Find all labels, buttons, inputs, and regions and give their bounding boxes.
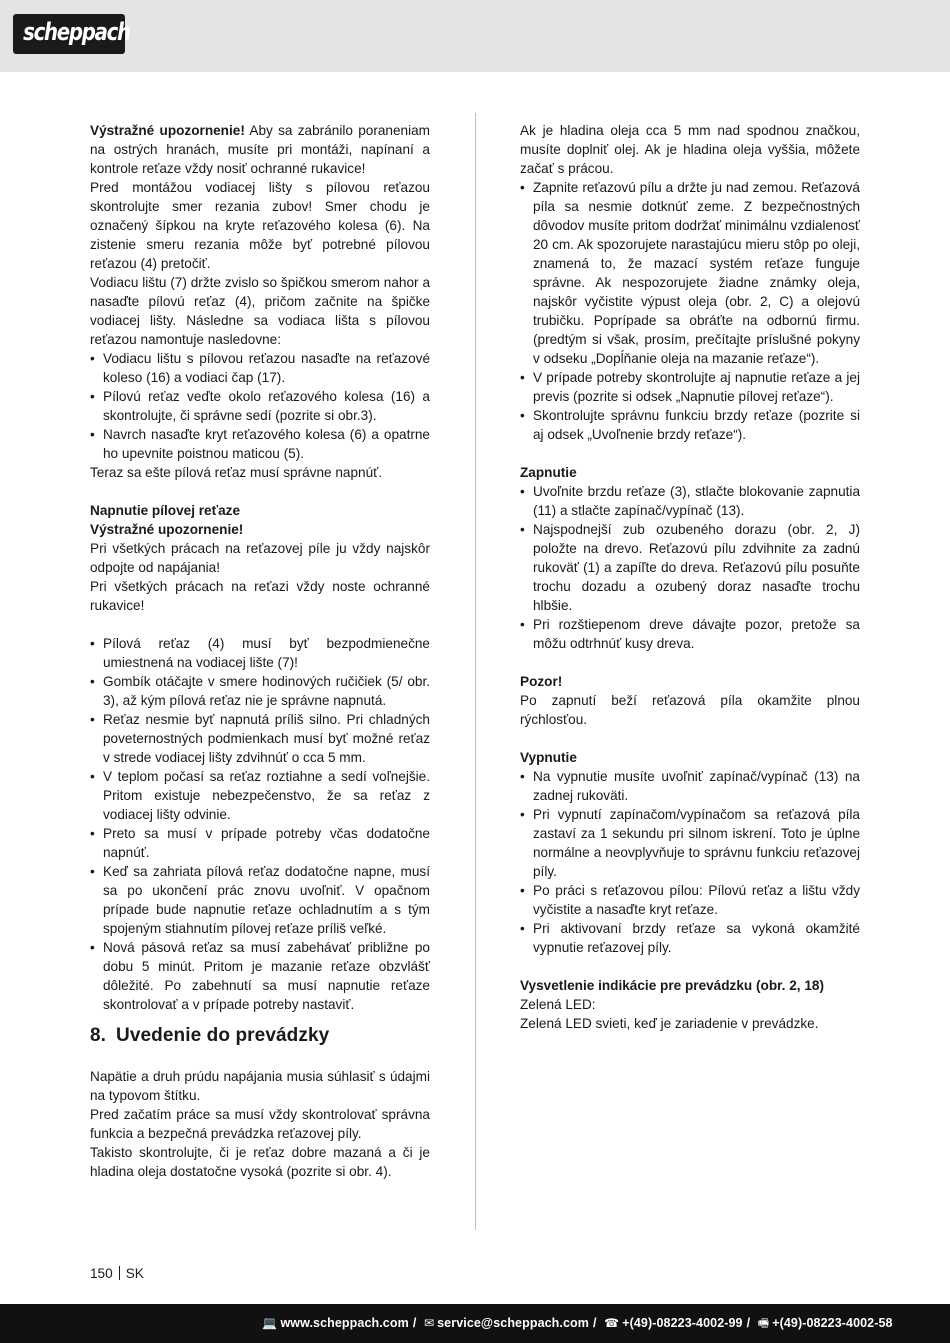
bullet-list bbox=[520, 767, 860, 957]
footer-fax: +(49)-08223-4002-58 bbox=[772, 1316, 893, 1330]
list-item: • Uvoľnite brzdu reťaze (3), stlačte blokovanie zapnutia (11) a stlačte zapínač/vypínač (13). bbox=[520, 482, 860, 520]
page-info bbox=[90, 1266, 144, 1282]
chapter-title: Uvedenie do prevádzky bbox=[116, 1025, 330, 1046]
column-divider bbox=[475, 113, 476, 1230]
page-number: 150 bbox=[90, 1266, 113, 1281]
list-item: • Preto sa musí v prípade potreby včas dodatočne napnúť. bbox=[90, 824, 430, 862]
list-item: • Najspodnejší zub ozubeného dorazu (obr. 2, J) položte na drevo. Reťazovú pílu zdvihnite za zadnú rukoväť (1) a zapíľte do dreva. Reťazovú pílu posuňte trochu dozadu a ozubený doraz nasaďte trochu hlbšie. bbox=[520, 520, 860, 615]
mail-icon: ✉ bbox=[423, 1316, 435, 1330]
list-item: • Pri vypnutí zapínačom/vypínačom sa reťazová píla zastaví za 1 sekundu pri silnom iskrení. Toto je úplne normálne a neovplyvňuje to správnu funkciu reťazovej píly. bbox=[520, 805, 860, 881]
list-item: • Pri rozštiepenom dreve dávajte pozor, pretože sa môžu odtrhnúť kusy dreva. bbox=[520, 615, 860, 653]
paragraph: Pri všetkých prácach na reťazovej píle ju vždy najskôr odpojte od napájania! bbox=[90, 541, 430, 575]
warning-label: Výstražné upozornenie! bbox=[90, 123, 245, 138]
paragraph: Po zapnutí beží reťazová píla okamžite plnou rýchlosťou. bbox=[520, 693, 860, 727]
paragraph: Teraz sa ešte pílová reťaz musí správne napnúť. bbox=[90, 465, 383, 480]
list-item: • Gombík otáčajte v smere hodinových ručičiek (5/ obr. 3), až kým pílová reťaz nie je správne napnutá. bbox=[90, 672, 430, 710]
logo-text: scheppach bbox=[23, 18, 130, 46]
right-column bbox=[520, 121, 860, 1033]
section-title: Zapnutie bbox=[520, 465, 577, 480]
chapter-number: 8. bbox=[90, 1025, 107, 1046]
footer-mail[interactable]: service@scheppach.com bbox=[437, 1316, 589, 1330]
list-item: • Keď sa zahriata pílová reťaz dodatočne napne, musí sa po ukončení prác znovu uvoľniť. V opačnom prípade bude napnutie reťaze ochladnutím a s tým spojeným stiahnutím pílovej reťaze príliš veľké. bbox=[90, 862, 430, 938]
page-language: SK bbox=[125, 1266, 144, 1281]
phone-icon: ☎ bbox=[604, 1316, 620, 1330]
list-item: • Na vypnutie musíte uvoľniť zapínač/vypínač (13) na zadnej rukoväti. bbox=[520, 767, 860, 805]
list-item: • Pílovú reťaz veďte okolo reťazového kolesa (16) a skontrolujte, či správne sedí (pozrite si obr.3). bbox=[90, 387, 430, 425]
paragraph: Zelená LED svieti, keď je zariadenie v prevádzke. bbox=[520, 1016, 819, 1031]
paragraph: Zelená LED: bbox=[520, 997, 596, 1012]
warning-text: Aby sa zabránilo poraneniam na ostrých hranách, musíte pri montáži, napínaní a kontrole reťaze vždy nosiť ochranné rukavice! bbox=[90, 123, 430, 176]
scheppach-logo bbox=[13, 14, 130, 54]
section-warning: Výstražné upozornenie! bbox=[90, 522, 244, 537]
chapter-heading bbox=[90, 1024, 430, 1048]
left-column bbox=[90, 121, 430, 1181]
paragraph: Vodiacu lištu (7) držte zvislo so špičkou smerom nahor a nasaďte pílovú reťaz (4), pričom začnite na špičke vodiacej lišty. Následne sa vodiaca lišta s pílovou reťazou namontuje nasledovne: bbox=[90, 275, 430, 347]
list-item: • Po práci s reťazovou pílou: Pílovú reťaz a lištu vždy vyčistite a nasaďte kryt reťaze. bbox=[520, 881, 860, 919]
paragraph: Pri všetkých prácach na reťazi vždy noste ochranné rukavice! bbox=[90, 579, 430, 613]
list-item: • Pri aktivovaní brzdy reťaze sa vykoná okamžité vypnutie reťazovej píly. bbox=[520, 919, 860, 957]
fax-icon: 🖷 bbox=[757, 1316, 770, 1330]
section-title: Pozor! bbox=[520, 674, 563, 689]
section-title: Napnutie pílovej reťaze bbox=[90, 503, 241, 518]
bullet-list bbox=[520, 482, 860, 653]
section-title: Vypnutie bbox=[520, 750, 577, 765]
list-item: • Navrch nasaďte kryt reťazového kolesa (6) a opatrne ho upevnite poistnou maticou (5). bbox=[90, 425, 430, 463]
list-item: • V teplom počasí sa reťaz roztiahne a sedí voľnejšie. Pritom existuje nebezpečenstvo, že sa reťaz z vodiacej lišty odvinie. bbox=[90, 767, 430, 824]
header-bar bbox=[0, 0, 950, 72]
list-item: • Vodiacu lištu s pílovou reťazou nasaďte na reťazové koleso (16) a vodiaci čap (17). bbox=[90, 349, 430, 387]
footer-phone: +(49)-08223-4002-99 bbox=[622, 1316, 743, 1330]
computer-icon: 💻 bbox=[262, 1316, 278, 1330]
list-item: • Nová pásová reťaz sa musí zabehávať približne po dobu 5 minút. Pritom je mazanie reťaze obzvlášť dôležité. Po zabehnutí sa musí napnutie reťaze skontrolovať a v prípade potreby nastaviť. bbox=[90, 938, 430, 1014]
paragraph: Napätie a druh prúdu napájania musia súhlasiť s údajmi na typovom štítku. bbox=[90, 1069, 430, 1103]
paragraph: Pred začatím práce sa musí vždy skontrolovať správna funkcia a bezpečná prevádzka reťazovej píly. bbox=[90, 1107, 430, 1141]
paragraph: Ak je hladina oleja cca 5 mm nad spodnou značkou, musíte doplniť olej. Ak je hladina oleja vyššia, môžete začať s prácou. bbox=[520, 123, 860, 176]
list-item: • Zapnite reťazovú pílu a držte ju nad zemou. Reťazová píla sa nesmie dotknúť zeme. Z bezpečnostných dôvodov musíte pritom dodržať minimálnu vzdialenosť 20 cm. Ak spozorujete narastajúcu mieru stôp po oleji, znamená to, že mazací systém reťaze funguje správne. Ak nespozorujete žiadne známky oleja, najskôr vyčistite výpust oleja (obr. 2, C) a olejovú trubičku. Poprípade sa obráťte na odbornú firmu. (predtým si však, prosím, prečítajte príslušné pokyny v odseku „Dopĺňanie oleja na mazanie reťaze“). bbox=[520, 178, 860, 368]
warning-paragraph bbox=[90, 121, 430, 178]
footer-bar: 💻 www.scheppach.com / ✉ service@scheppach.com / ☎ +(49)-08223-4002-99 / 🖷 +(49)-08223-4002-58 bbox=[0, 1304, 950, 1343]
paragraph: Takisto skontrolujte, či je reťaz dobre mazaná a či je hladina oleja dostatočne vysoká (pozrite si obr. 4). bbox=[90, 1145, 430, 1179]
bullet-list bbox=[90, 634, 430, 1014]
list-item: • Pílová reťaz (4) musí byť bezpodmienečne umiestnená na vodiacej lište (7)! bbox=[90, 634, 430, 672]
list-item: • Reťaz nesmie byť napnutá príliš silno. Pri chladných poveternostných podmienkach musí byť možné reťaz v strede vodiacej lišty zdvihnúť o cca 5 mm. bbox=[90, 710, 430, 767]
bullet-list bbox=[520, 178, 860, 444]
footer-web[interactable]: www.scheppach.com bbox=[280, 1316, 409, 1330]
list-item: • Skontrolujte správnu funkciu brzdy reťaze (pozrite si aj odsek „Uvoľnenie brzdy reťaze“). bbox=[520, 406, 860, 444]
paragraph: Pred montážou vodiacej lišty s pílovou reťazou skontrolujte smer rezania zubov! Smer chodu je označený šípkou na kryte reťazového kolesa (6). Na zistenie smeru rezania môže byť potrebné pílovou reťazou (4) pretočiť. bbox=[90, 180, 430, 271]
list-item: • V prípade potreby skontrolujte aj napnutie reťaze a jej previs (pozrite si odsek „Napnutie pílovej reťaze“). bbox=[520, 368, 860, 406]
bullet-list bbox=[90, 349, 430, 463]
page-separator bbox=[119, 1266, 120, 1280]
section-title: Vysvetlenie indikácie pre prevádzku (obr. 2, 18) bbox=[520, 978, 824, 993]
